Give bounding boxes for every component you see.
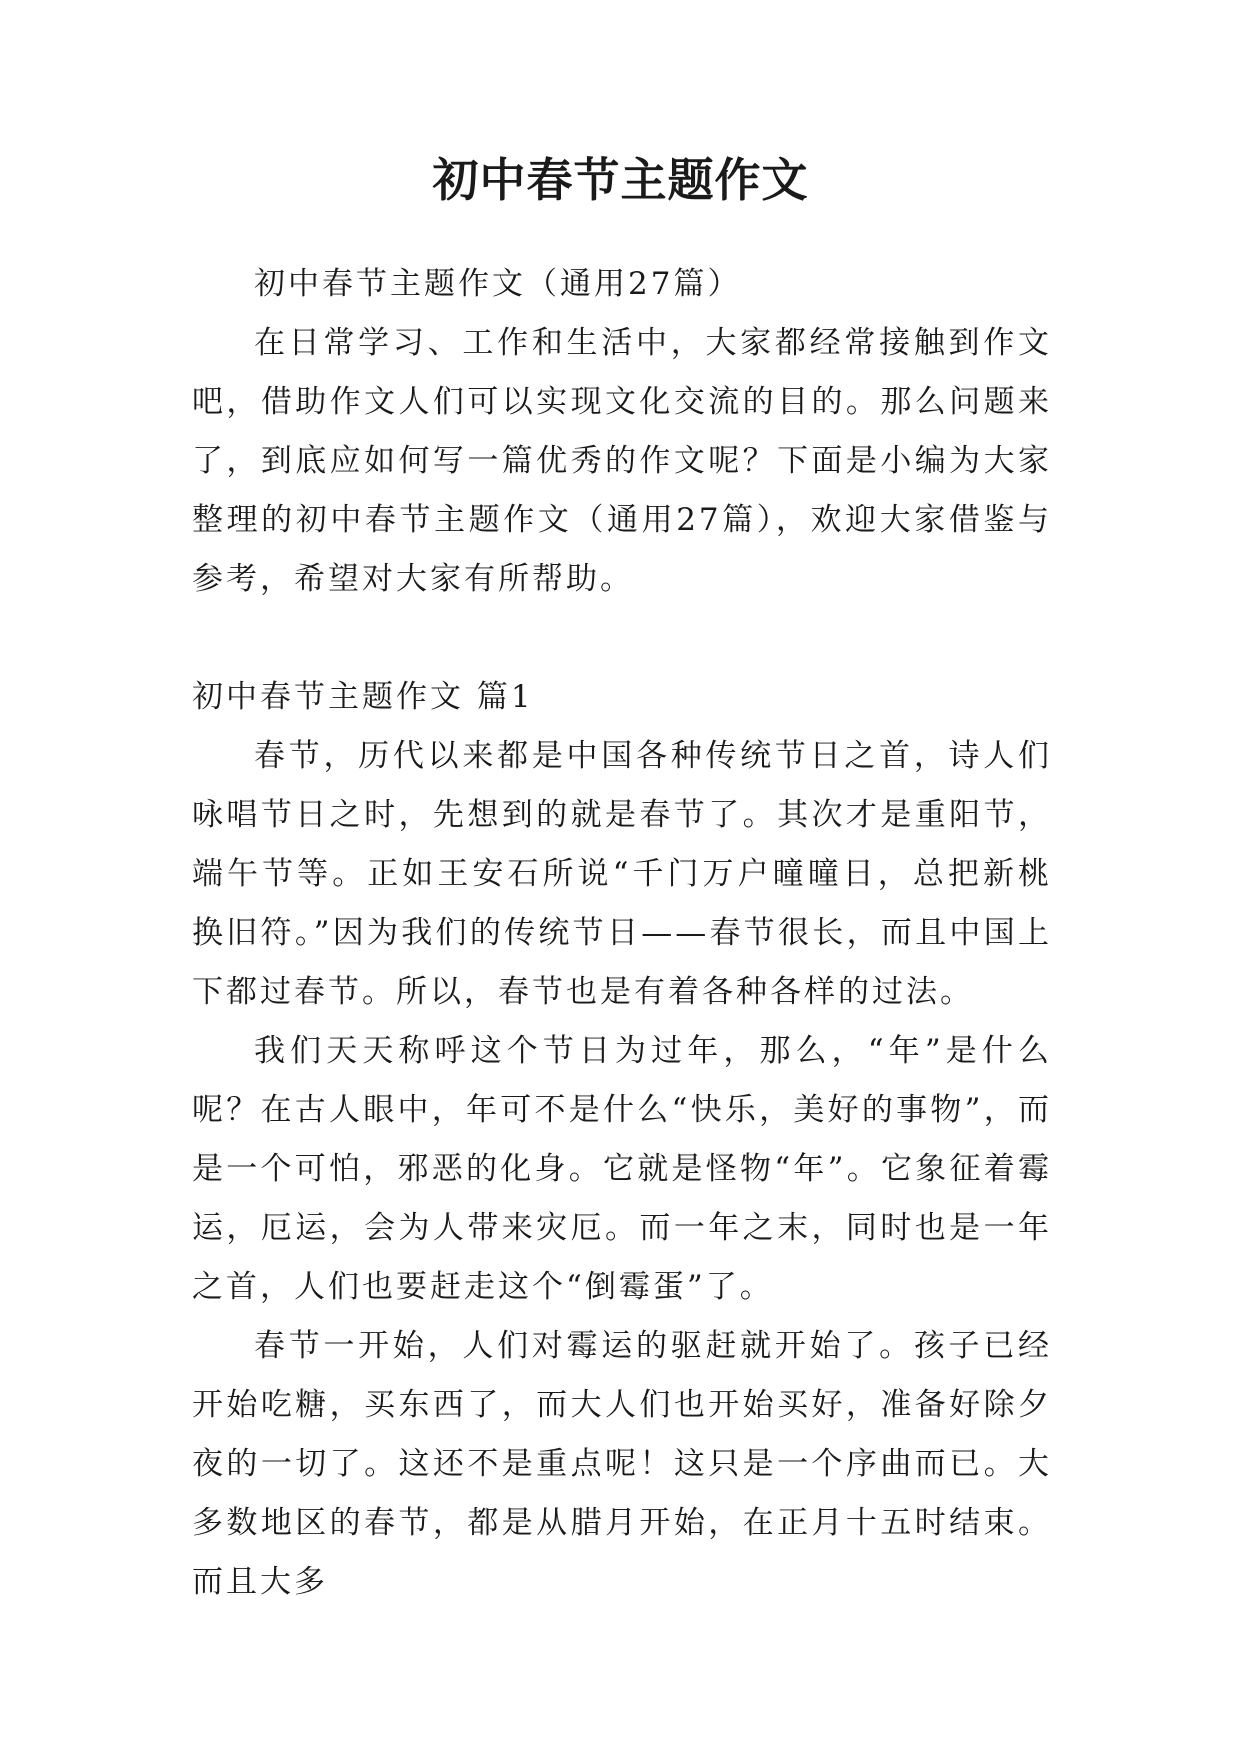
intro-paragraph: 在日常学习、工作和生活中，大家都经常接触到作文吧，借助作文人们可以实现文化交流的目的。那么问题来了，到底应如何写一篇优秀的作文呢？下面是小编为大家整理的初中春节主题作文（通用27篇），欢迎大家借鉴与参考，希望对大家有所帮助。	[192, 325, 1052, 597]
body-paragraph: 我们天天称呼这个节日为过年，那么，“年”是什么呢？在古人眼中，年可不是什么“快乐，美好的事物”，而是一个可怕，邪恶的化身。它就是怪物“年”。它象征着霉运，厄运，会为人带来灾厄。而一年之末，同时也是一年之首，人们也要赶走这个“倒霉蛋”了。	[192, 1033, 1052, 1305]
body-paragraph: 春节，历代以来都是中国各种传统节日之首，诗人们咏唱节日之时，先想到的就是春节了。其次才是重阳节，端午节等。正如王安石所说“千门万户曈曈日，总把新桃换旧符。”因为我们的传统节日——春节很长，而且中国上下都过春节。所以，春节也是有着各种各样的过法。	[192, 738, 1052, 1010]
section-heading: 初中春节主题作文 篇1	[192, 679, 534, 715]
body-paragraph: 春节一开始，人们对霉运的驱赶就开始了。孩子已经开始吃糖，买东西了，而大人们也开始买好，准备好除夕夜的一切了。这还不是重点呢！这只是一个序曲而已。大多数地区的春节，都是从腊月开始，在正月十五时结束。而且大多	[192, 1328, 1052, 1600]
document-body	[192, 255, 1052, 1612]
paragraph-gap	[192, 609, 1052, 668]
document-subtitle: 初中春节主题作文（通用27篇）	[254, 266, 742, 302]
document-title: 初中春节主题作文	[432, 153, 809, 207]
